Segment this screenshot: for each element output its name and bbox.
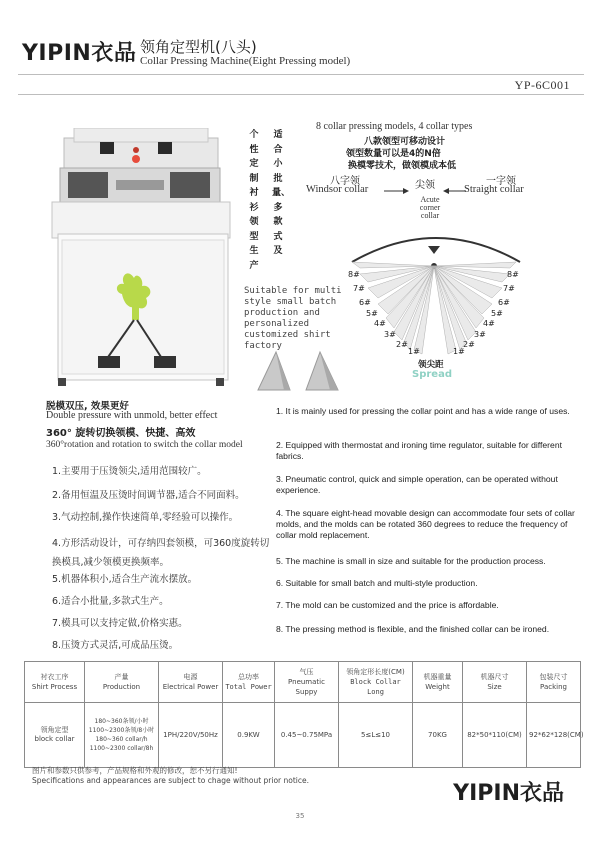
feature-cn-7: 7.模具可以支持定做,价格实惠。 xyxy=(52,618,188,629)
tagline-column-1: 个性定制衬衫领型生产 xyxy=(249,130,259,271)
double-press-cn: 脱模双压, 效果更好 xyxy=(46,401,129,412)
spec-cell-collar-long: 5≤L≤10 xyxy=(339,703,413,768)
feature-en-6: 6. Suitable for small batch and multi-style production. xyxy=(276,578,478,588)
size-mark-left-6: 6# xyxy=(359,298,371,307)
spec-cell-pressure: 0.45~0.75MPa xyxy=(275,703,339,768)
size-mark-left-8: 8# xyxy=(348,270,360,279)
spec-cell-total-power: 0.9KW xyxy=(223,703,275,768)
feature-en-4: 4. The square eight-head movable design can accommodate four sets of collar molds, and the molds can be rotated 360 degrees to reduce the frequency of collar mold replacement. xyxy=(276,508,575,540)
rotation-cn: 360° 旋转切换领模、快捷、高效 xyxy=(46,428,196,439)
feature-cn-8: 8.压烫方式灵活,可成品压烫。 xyxy=(52,640,179,651)
spec-cell-production: 180~360条领/小时 1100~2300条领/8小时 180~360 collar/h 1100~2300 collar/8h xyxy=(85,703,159,768)
spec-header-cell: 总功率 Total Power xyxy=(223,662,275,703)
spec-cell-power: 1PH/220V/50Hz xyxy=(159,703,223,768)
spec-header-cell: 领角定形长度(CM) Block Collar Long xyxy=(339,662,413,703)
size-mark-left-1: 1# xyxy=(408,347,420,356)
size-mark-right-7: 7# xyxy=(503,284,515,293)
collar-heading: 8 collar pressing models, 4 collar types xyxy=(316,121,473,132)
size-mark-right-4: 4# xyxy=(483,319,495,328)
spec-header-cell: 机器尺寸 Size xyxy=(463,662,527,703)
collar-diagram xyxy=(296,176,576,376)
tagline-column-2: 适合小批量、多款式及 xyxy=(272,130,291,256)
feature-en-5: 5. The machine is small in size and suitable for the production process. xyxy=(276,556,546,566)
spec-cell-weight: 70KG xyxy=(413,703,463,768)
product-title-en: Collar Pressing Machine(Eight Pressing model) xyxy=(140,55,351,67)
size-mark-left-4: 4# xyxy=(374,319,386,328)
feature-en-1: 1. It is mainly used for pressing the collar point and has a wide range of uses. xyxy=(276,406,570,416)
straight-cn: 一字领 xyxy=(486,176,516,187)
acute-cn: 尖领 xyxy=(415,180,435,191)
acute-en: Acute corner collar xyxy=(419,195,441,220)
brand-logo: YIPIN衣品 xyxy=(22,41,137,66)
rotation-en: 360°rotation and rotation to switch the collar model xyxy=(46,440,243,450)
spec-cell-process: 领角定型 block collar xyxy=(25,703,85,768)
size-mark-left-2: 2# xyxy=(396,340,408,349)
feature-cn-2: 2.备用恒温及压烫时间调节器,适合不同面料。 xyxy=(52,490,245,501)
size-mark-left-3: 3# xyxy=(384,330,396,339)
header-divider xyxy=(18,74,584,75)
size-mark-left-7: 7# xyxy=(353,284,365,293)
size-mark-right-8: 8# xyxy=(507,270,519,279)
feature-en-3: 3. Pneumatic control, quick and simple operation, can be operated without experience. xyxy=(276,474,558,495)
spec-header-row xyxy=(25,662,581,703)
machine-illustration xyxy=(46,128,242,390)
spec-header-cell: 气压 Pneumatic Suppy xyxy=(275,662,339,703)
collar-cn-line-3: 换模零技术，做领模成本低 xyxy=(348,161,457,171)
size-mark-right-5: 5# xyxy=(491,309,503,318)
spec-header-cell: 包装尺寸 Packing xyxy=(527,662,581,703)
size-mark-right-1: 1# xyxy=(453,347,465,356)
product-title-cn: 领角定型机(八头) xyxy=(140,38,257,56)
collar-cn-line-1: 八款领型可移动设计 xyxy=(364,137,446,147)
windsor-en: Windsor collar xyxy=(306,184,369,195)
size-mark-left-5: 5# xyxy=(366,309,378,318)
spec-header-cell: 衬衣工序 Shirt Process xyxy=(25,662,85,703)
spec-header-cell: 电源 Electrical Power xyxy=(159,662,223,703)
spec-cell-size: 82*50*110(CM) xyxy=(463,703,527,768)
feature-cn-5: 5.机器体积小,适合生产流水摆放。 xyxy=(52,574,198,585)
feature-cn-4: 4.方形活动设计，可存纳四套领模，可360度旋转切换模具,减少领模更换频率。 xyxy=(52,538,270,568)
spec-data-row xyxy=(25,703,581,768)
feature-cn-1: 1.主要用于压烫领尖,适用范围较广。 xyxy=(52,466,207,477)
feature-en-8: 8. The pressing method is flexible, and the finished collar can be ironed. xyxy=(276,624,550,634)
footer-note-cn: 图片和参数只供参考，产品规格和外观的修改，恕不另行通知! xyxy=(32,766,238,775)
model-number: YP-6C001 xyxy=(514,78,570,92)
page-number: 35 xyxy=(295,812,305,820)
spread-cn: 领尖距 xyxy=(418,360,444,370)
spread-en: Spread xyxy=(412,369,452,380)
feature-cn-6: 6.适合小批量,多款式生产。 xyxy=(52,596,169,607)
suitable-text: Suitable for multi style small batch production and personalized customized shirt factory xyxy=(244,286,342,351)
size-mark-right-2: 2# xyxy=(463,340,475,349)
footer-note-en: Specifications and appearances are subject to chage without prior notice. xyxy=(32,776,310,785)
spec-header-cell: 产量 Production xyxy=(85,662,159,703)
double-press-en: Double pressure with unmold, better effect xyxy=(46,410,218,421)
feature-cn-3: 3.气动控制,操作快速简单,零经验可以操作。 xyxy=(52,512,239,523)
collar-cn-line-2: 领型数量可以是4的N倍 xyxy=(346,149,441,159)
feature-en-7: 7. The mold can be customized and the price is affordable. xyxy=(276,600,499,610)
feature-en-2: 2. Equipped with thermostat and ironing time regulator, suitable for different fabrics. xyxy=(276,440,562,461)
spec-table xyxy=(24,661,584,768)
size-mark-right-6: 6# xyxy=(498,298,510,307)
size-mark-right-3: 3# xyxy=(474,330,486,339)
spec-header-cell: 机器重量 Weight xyxy=(413,662,463,703)
spec-cell-packing: 92*62*128(CM) xyxy=(527,703,581,768)
straight-en: Straight collar xyxy=(464,184,524,195)
windsor-cn: 八字领 xyxy=(330,176,360,187)
footer-logo: YIPIN衣品 xyxy=(453,781,564,806)
model-divider xyxy=(18,94,584,95)
